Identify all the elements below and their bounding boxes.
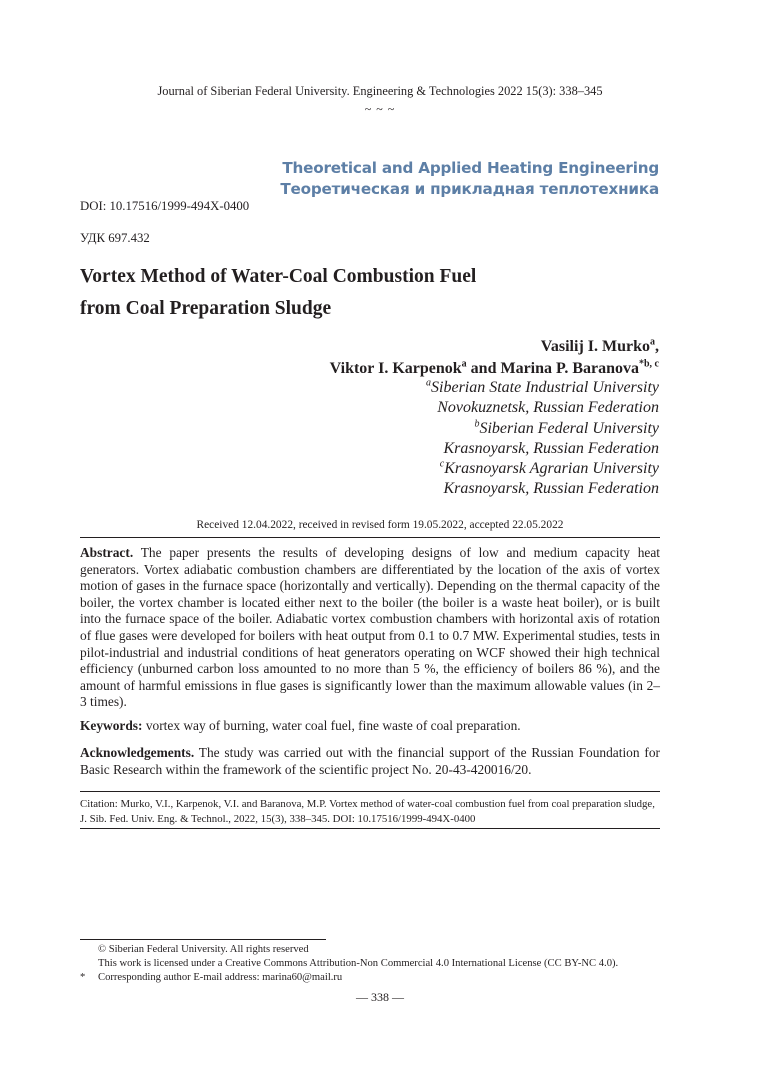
author-baranova: Marina P. Baranova bbox=[500, 360, 639, 377]
affiliation-name: Novokuznetsk, Russian Federation bbox=[437, 399, 659, 417]
divider-citation-top bbox=[80, 791, 660, 792]
affiliation-sup: c bbox=[439, 458, 445, 470]
doi: DOI: 10.17516/1999-494X-0400 bbox=[80, 199, 250, 213]
page-number: — 338 — bbox=[356, 990, 404, 1004]
footnote-star: * bbox=[80, 972, 86, 983]
author-murko: Vasilij I. Murko bbox=[540, 338, 650, 355]
title-line-1: Vortex Method of Water-Coal Combustion Fuel bbox=[80, 266, 477, 287]
footnote-copyright: © Siberian Federal University. All rights reserved bbox=[98, 944, 309, 955]
authors bbox=[330, 336, 659, 380]
author-line-1 bbox=[330, 336, 659, 358]
affiliation-name: Siberian Federal University bbox=[479, 419, 659, 437]
author-murko-sup: a bbox=[650, 336, 655, 348]
article-dates: Received 12.04.2022, received in revised form 19.05.2022, accepted 22.05.2022 bbox=[196, 519, 564, 531]
affiliation-line bbox=[426, 419, 659, 439]
footnote-corresponding-author: Corresponding author E-mail address: marina60@mail.ru bbox=[98, 972, 343, 983]
acknowledgements-text: The study was carried out with the financial support of the Russian Foundation for Basic Research within the framework of the scientific project No. 20-43-420016/20. bbox=[80, 745, 660, 777]
title-line-2: from Coal Preparation Sludge bbox=[80, 298, 332, 319]
affiliation-name: Krasnoyarsk Agrarian University bbox=[444, 460, 659, 478]
affiliation-sup: b bbox=[474, 418, 480, 430]
keywords-text: vortex way of burning, water coal fuel, fine waste of coal preparation. bbox=[142, 718, 521, 733]
abstract bbox=[80, 545, 660, 711]
keywords bbox=[80, 718, 660, 735]
author-karpenok-sup: a bbox=[461, 358, 467, 370]
abstract-text: The paper presents the results of developing designs of low and medium capacity heat generators. Vortex adiabatic combustion chambers are differentiated by the location of the axis of vortex motion of gases in the furnace space (horizontally and vertically). Depending on the thermal capacity of the boiler, the vortex chamber is located either next to the boiler (the boiler is a waste heat boiler), or is built into the furnace space of the boiler. Adiabatic vortex combustion chambers with horizontal axis of rotation of flue gases were developed for boilers with heat output from 0.1 to 0.7 MW. Experimental studies, tests in pilot-industrial and industrial conditions of heat generators operating on WCF showed their high technical efficiency (unburned carbon loss amounted to no more than 5 %, the efficiency of boilers 86 %), and the amount of harmful emissions in flue gases is significantly lower than the maximum allowable values (in 2–3 times). bbox=[80, 545, 660, 710]
footnote-license: This work is licensed under a Creative Commons Attribution-Non Commercial 4.0 International License (CC BY-NC 4.0). bbox=[98, 958, 619, 969]
citation: Citation: Murko, V.I., Karpenok, V.I. and Baranova, M.P. Vortex method of water-coal combustion fuel from coal preparation sludge, J. Sib. Fed. Univ. Eng. & Technol., 2022, 15(3), 338–345. DOI: 10.17516/1999-494X-0400 bbox=[80, 798, 655, 825]
divider-top bbox=[80, 537, 660, 538]
section-heading-en: Theoretical and Applied Heating Engineering bbox=[282, 159, 659, 177]
author-baranova-sup: *b, c bbox=[639, 358, 659, 370]
affiliation-sup: a bbox=[426, 377, 432, 389]
affiliation-name: Krasnoyarsk, Russian Federation bbox=[443, 480, 659, 498]
footnote-rule bbox=[80, 939, 326, 940]
abstract-label: Abstract. bbox=[80, 545, 134, 560]
author-line-2 bbox=[330, 358, 659, 380]
author-karpenok: Viktor I. Karpenok bbox=[329, 360, 462, 377]
divider-citation-bottom bbox=[80, 828, 660, 829]
section-heading bbox=[280, 158, 659, 200]
affiliations bbox=[426, 378, 659, 500]
section-heading-ru: Теоретическая и прикладная теплотехника bbox=[280, 180, 659, 198]
affiliation-line bbox=[426, 459, 659, 479]
acknowledgements bbox=[80, 745, 660, 778]
author-separator: , bbox=[655, 338, 659, 355]
affiliation-line bbox=[426, 378, 659, 398]
affiliation-line bbox=[426, 398, 659, 418]
affiliation-name: Krasnoyarsk, Russian Federation bbox=[443, 439, 659, 457]
udk-code: УДК 697.432 bbox=[80, 231, 150, 245]
acknowledgements-label: Acknowledgements. bbox=[80, 745, 195, 760]
author-conjunction: and bbox=[466, 360, 501, 377]
affiliation-name: Siberian State Industrial University bbox=[431, 379, 659, 396]
affiliation-line bbox=[426, 439, 659, 459]
header-separator: ~ ~ ~ bbox=[364, 102, 396, 116]
affiliation-line bbox=[426, 479, 659, 499]
article-title bbox=[80, 261, 640, 325]
keywords-label: Keywords: bbox=[80, 718, 143, 733]
journal-header: Journal of Siberian Federal University. Engineering & Technologies 2022 15(3): 338–345 bbox=[157, 84, 603, 98]
